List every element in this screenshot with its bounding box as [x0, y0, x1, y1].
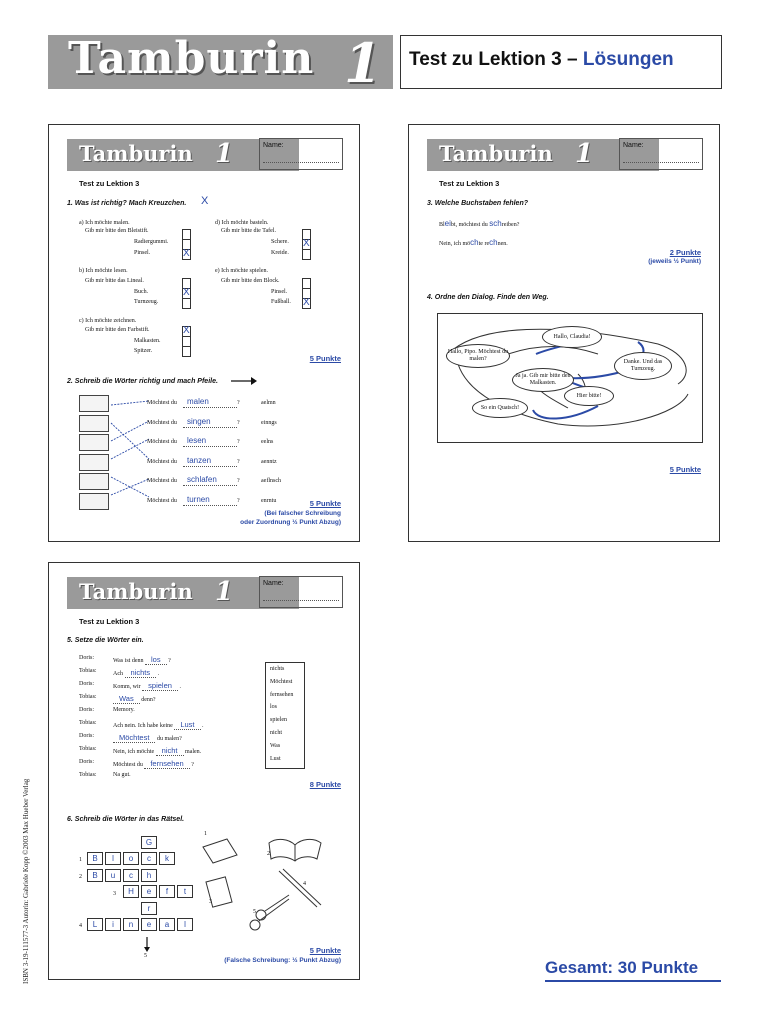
q2-qmark: ? [237, 458, 240, 465]
q4-points: 5 Punkte [669, 465, 701, 474]
q2-prefix: Möchtest du [147, 419, 177, 426]
dialog-maze [437, 313, 703, 443]
word-list-item: Lust [270, 755, 281, 762]
answer-line [183, 446, 237, 447]
name-label: Name: [263, 142, 284, 149]
crossword-cell: t [177, 885, 193, 898]
q5-heading: 5. Setze die Wörter ein. [67, 637, 144, 644]
q3-text: reiben? [501, 222, 520, 228]
q1e-opt2: Fußball. [271, 299, 291, 305]
q1c-opt1: Malkasten. [134, 338, 161, 344]
page-title-box [400, 35, 722, 89]
answer-line [183, 466, 237, 467]
q2-qmark: ? [237, 439, 240, 445]
name-label: Name: [623, 142, 644, 149]
q3-text: Bl [439, 222, 445, 228]
crossword-cell: k [159, 852, 175, 865]
checkbox[interactable] [182, 298, 191, 309]
q3-text: nen. [497, 241, 508, 247]
q3-answer: sch [489, 219, 502, 228]
q3-text: Nein, ich mö [439, 241, 471, 247]
q2-answer: schlafen [187, 475, 217, 484]
q2-answer: tanzen [187, 455, 212, 465]
arrow-icon [231, 376, 257, 386]
q3-line1 [439, 219, 519, 228]
dialog-text: Ach nein. Ich habe keine [113, 723, 173, 729]
q1-heading: 1. Was ist richtig? Mach Kreuzchen. [67, 200, 187, 207]
bubble-6: So ein Quatsch! [472, 398, 528, 418]
word-list-item: fernsehen [270, 691, 294, 698]
q2-answer: turnen [187, 494, 210, 504]
bubble-2: Hallo, Pipo. Möchtest du malen? [446, 344, 510, 368]
panel-logo-number: 1 [215, 139, 234, 169]
name-field[interactable] [259, 138, 343, 170]
dialog-answer: spielen [142, 681, 178, 691]
q2-scrambled: aelmn [261, 400, 276, 406]
speaker-label: Tobias: [79, 720, 97, 726]
q3-answer: ei [444, 219, 451, 228]
pic-number: 5 [253, 909, 256, 915]
logo-word: Tamburin [68, 33, 315, 84]
dialog-line [113, 694, 156, 703]
activity-picture [79, 415, 109, 432]
panel-logo-word: Tamburin [79, 579, 193, 604]
dialog-text: . [179, 684, 181, 690]
crossword-cell: i [105, 918, 121, 931]
name-label: Name: [263, 580, 284, 587]
crossword-cell: h [141, 869, 157, 882]
q1b-text: b) Ich möchte lesen. [79, 268, 128, 274]
dialog-text: . [202, 723, 204, 729]
dialog-answer: Lust [174, 720, 200, 730]
checkbox[interactable] [182, 346, 191, 357]
test-label: Test zu Lektion 3 [79, 617, 140, 626]
activity-picture [79, 395, 109, 412]
row-number: 2 [79, 874, 82, 880]
q4-heading: 4. Ordne den Dialog. Finde den Weg. [427, 294, 549, 301]
crossword-cell: c [141, 852, 157, 865]
dialog-text: . [157, 671, 160, 677]
dialog-text: malen. [185, 749, 202, 755]
dialog-text: ? [168, 658, 171, 664]
school-items-sketch [197, 829, 337, 939]
panel-logo-word: Tamburin [79, 141, 193, 166]
dialog-answer: Was [113, 694, 140, 704]
q6-points: 5 Punkte [309, 946, 341, 955]
dialog-line [113, 655, 171, 664]
crossword-cell: o [123, 852, 139, 865]
pic-number: 2 [267, 851, 270, 857]
total-score: Gesamt: 30 Punkte [545, 958, 699, 977]
bubble-1: Hallo, Claudia! [542, 326, 602, 348]
speaker-label: Doris: [79, 655, 94, 661]
q2-heading: 2. Schreib die Wörter richtig und mach Pfeile. [67, 378, 218, 385]
q2-prefix: Möchtest du [147, 497, 177, 504]
dialog-text: Möchtest du [113, 762, 143, 768]
dialog-text: Na gut. [113, 772, 131, 778]
activity-picture [79, 454, 109, 471]
q3-text: te re [478, 241, 490, 247]
dialog-line [113, 720, 204, 729]
answer-line [183, 407, 237, 408]
q2-prefix: Möchtest du [147, 439, 177, 445]
dialog-line [113, 746, 201, 755]
dialog-answer: nichts [125, 668, 157, 678]
q3-text: bt, möchtest du [450, 222, 488, 228]
q2-points: 5 Punkte [309, 499, 341, 508]
answer-line [183, 485, 237, 486]
crossword-cell: u [105, 869, 121, 882]
word-list-box [265, 662, 305, 769]
speaker-label: Tobias: [79, 772, 97, 778]
check-mark: X [303, 238, 310, 249]
q1e-text2: Gib mir bitte den Block. [221, 278, 280, 284]
q1e-text: e) Ich möchte spielen. [215, 268, 268, 274]
dialog-line [113, 668, 159, 677]
word-list-item: nichts [270, 666, 285, 672]
q1-points: 5 Punkte [309, 354, 341, 363]
dialog-text: Komm, wir [113, 684, 141, 690]
q2-answer: malen [187, 397, 209, 406]
bubble-5: Hier bitte! [564, 386, 614, 406]
speaker-label: Doris: [79, 733, 94, 739]
q2-scrambled: eelns [261, 439, 274, 445]
row-number: 3 [113, 891, 116, 897]
check-mark: X [183, 287, 190, 298]
dialog-answer: Möchtest [113, 733, 155, 743]
q3-note: (jeweils ½ Punkt) [648, 258, 701, 265]
down-number: 5 [144, 953, 147, 959]
q1b-text2: Gib mir bitte das Lineal. [85, 278, 144, 284]
pic-number: 3 [209, 899, 212, 905]
check-mark: X [183, 325, 190, 336]
q2-prefix: Möchtest du [147, 458, 177, 465]
panel-logo-word: Tamburin [439, 141, 553, 166]
q1a-text: a) Ich möchte malen. [79, 220, 130, 226]
bubble-3: Danke. Und das Turnzeug. [614, 352, 672, 380]
crossword-cell: r [141, 902, 157, 915]
word-list-item: Möchtest [270, 678, 293, 685]
word-list-item: Was [270, 742, 281, 749]
q1a-text2: Gib mir bitte den Bleistift. [85, 228, 149, 234]
q2-prefix: Möchtest du [147, 400, 177, 406]
crossword-cell: B [87, 869, 103, 882]
dialog-text: Ach [113, 671, 123, 677]
q2-qmark: ? [237, 497, 240, 504]
crossword-cell: f [159, 885, 175, 898]
title-suffix: Lösungen [582, 49, 674, 70]
row-number: 4 [79, 923, 82, 929]
dialog-text: denn? [141, 697, 156, 703]
word-list-item: nicht [270, 730, 282, 736]
q1d-opt2: Kreide. [271, 250, 289, 256]
checkbox[interactable] [182, 249, 191, 260]
name-field[interactable] [259, 576, 343, 608]
total-underline [545, 980, 721, 982]
checkbox[interactable] [302, 249, 311, 260]
q3-heading: 3. Welche Buchstaben fehlen? [427, 200, 529, 207]
worksheet-panel-3 [48, 562, 360, 980]
isbn-credit: ISBN 3-19-111577-3 Autorin: Gabriele Kopp ©2003 Max Hueber Verlag [22, 778, 30, 984]
q3-answer: ch [489, 238, 498, 247]
q1a-opt2: Pinsel. [134, 250, 151, 256]
dialog-line [113, 681, 181, 690]
panel-logo-number: 1 [575, 139, 594, 169]
crossword-cell: e [141, 918, 157, 931]
q3-points: 2 Punkte [669, 248, 701, 257]
word-list-item: los [270, 704, 278, 711]
q1d-opt1: Schere. [271, 239, 289, 245]
q2-qmark: ? [237, 419, 240, 426]
matching-arrows [109, 397, 151, 505]
worksheet-panel-1 [48, 124, 360, 542]
q2-qmark: ? [237, 400, 240, 406]
q6-heading: 6. Schreib die Wörter in das Rätsel. [67, 816, 185, 823]
speaker-label: Doris: [79, 681, 94, 687]
dialog-line [113, 707, 135, 713]
q2-scrambled: aenntz [261, 458, 277, 465]
speaker-label: Doris: [79, 707, 94, 713]
activity-picture [79, 434, 109, 451]
crossword-cell: n [123, 918, 139, 931]
answer-line [183, 505, 237, 506]
dialog-answer: nicht [156, 746, 184, 756]
crossword-cell: G [141, 836, 157, 849]
checkbox[interactable] [302, 298, 311, 309]
worksheet-panel-2 [408, 124, 720, 542]
crossword-cell: B [87, 852, 103, 865]
crossword-cell: e [141, 885, 157, 898]
q5-points: 8 Punkte [309, 780, 341, 789]
dialog-text: Nein, ich möchte [113, 749, 155, 755]
q1c-opt2: Spitzer. [134, 348, 153, 354]
activity-picture [79, 473, 109, 490]
speaker-label: Tobias: [79, 668, 97, 674]
word-list-item: spielen [270, 717, 287, 724]
logo-number: 1 [344, 31, 383, 95]
q2-note2: oder Zuordnung ½ Punkt Abzug) [240, 519, 341, 526]
check-mark: X [303, 297, 310, 308]
dialog-line [113, 733, 182, 742]
q6-note: (Falsche Schreibung: ½ Punkt Abzug) [224, 957, 341, 964]
q2-answer: singen [187, 416, 211, 426]
q2-scrambled: aeflnsch [261, 478, 281, 484]
bubble-4: Ja ja. Gib mir bitte den Malkasten. [512, 368, 574, 392]
pic-number: 1 [204, 831, 207, 837]
page-title [409, 49, 674, 71]
q3-answer: ch [470, 238, 479, 247]
q1c-text2: Gib mir bitte den Farbstift. [85, 327, 150, 333]
row-number: 1 [79, 857, 82, 863]
speaker-label: Tobias: [79, 746, 97, 752]
crossword-cell: c [123, 869, 139, 882]
q1e-opt1: Pinsel. [271, 289, 288, 295]
name-field[interactable] [619, 138, 703, 170]
q2-scrambled: einngs [261, 419, 277, 426]
q1c-text: c) Ich möchte zeichnen. [79, 318, 137, 324]
dialog-text: Memory. [113, 707, 135, 713]
q2-answer: lesen [187, 436, 207, 445]
answer-line [183, 427, 237, 428]
dialog-text: Was ist denn [113, 658, 144, 664]
q1a-opt1: Radiergummi. [134, 239, 169, 245]
test-label: Test zu Lektion 3 [79, 179, 140, 188]
activity-picture [79, 493, 109, 510]
panel-logo-number: 1 [215, 577, 234, 607]
q1b-opt2: Turnzeug. [134, 299, 159, 305]
crossword-cell: l [177, 918, 193, 931]
speaker-label: Tobias: [79, 694, 97, 700]
dialog-answer: fernsehen [144, 759, 189, 769]
dialog-text: ? [191, 762, 194, 768]
crossword-cell: H [123, 885, 139, 898]
q2-note1: (Bei falscher Schreibung [264, 510, 341, 517]
test-label: Test zu Lektion 3 [439, 179, 500, 188]
pic-number: 4 [303, 881, 306, 887]
q2-qmark: ? [237, 478, 240, 484]
q2-prefix: Möchtest du [147, 478, 177, 484]
q1b-opt1: Buch. [134, 289, 149, 295]
dialog-line [113, 759, 194, 768]
crossword-cell: L [87, 918, 103, 931]
q1-example-mark: X [201, 195, 209, 207]
down-arrow-icon [143, 937, 151, 953]
dialog-answer: los [145, 655, 167, 665]
title-prefix: Test zu Lektion 3 – [409, 49, 578, 70]
q1d-text: d) Ich möchte basteln. [215, 220, 269, 226]
q1d-text2: Gib mir bitte die Tafel. [221, 228, 276, 234]
tamburin-logo [48, 31, 393, 95]
dialog-line [113, 772, 131, 778]
crossword-cell: a [159, 918, 175, 931]
q2-scrambled: enrntu [261, 497, 277, 504]
crossword-cell: l [105, 852, 121, 865]
speaker-label: Doris: [79, 759, 94, 765]
dialog-text: du malen? [156, 736, 182, 742]
check-mark: X [183, 248, 190, 259]
q3-line2 [439, 238, 508, 247]
